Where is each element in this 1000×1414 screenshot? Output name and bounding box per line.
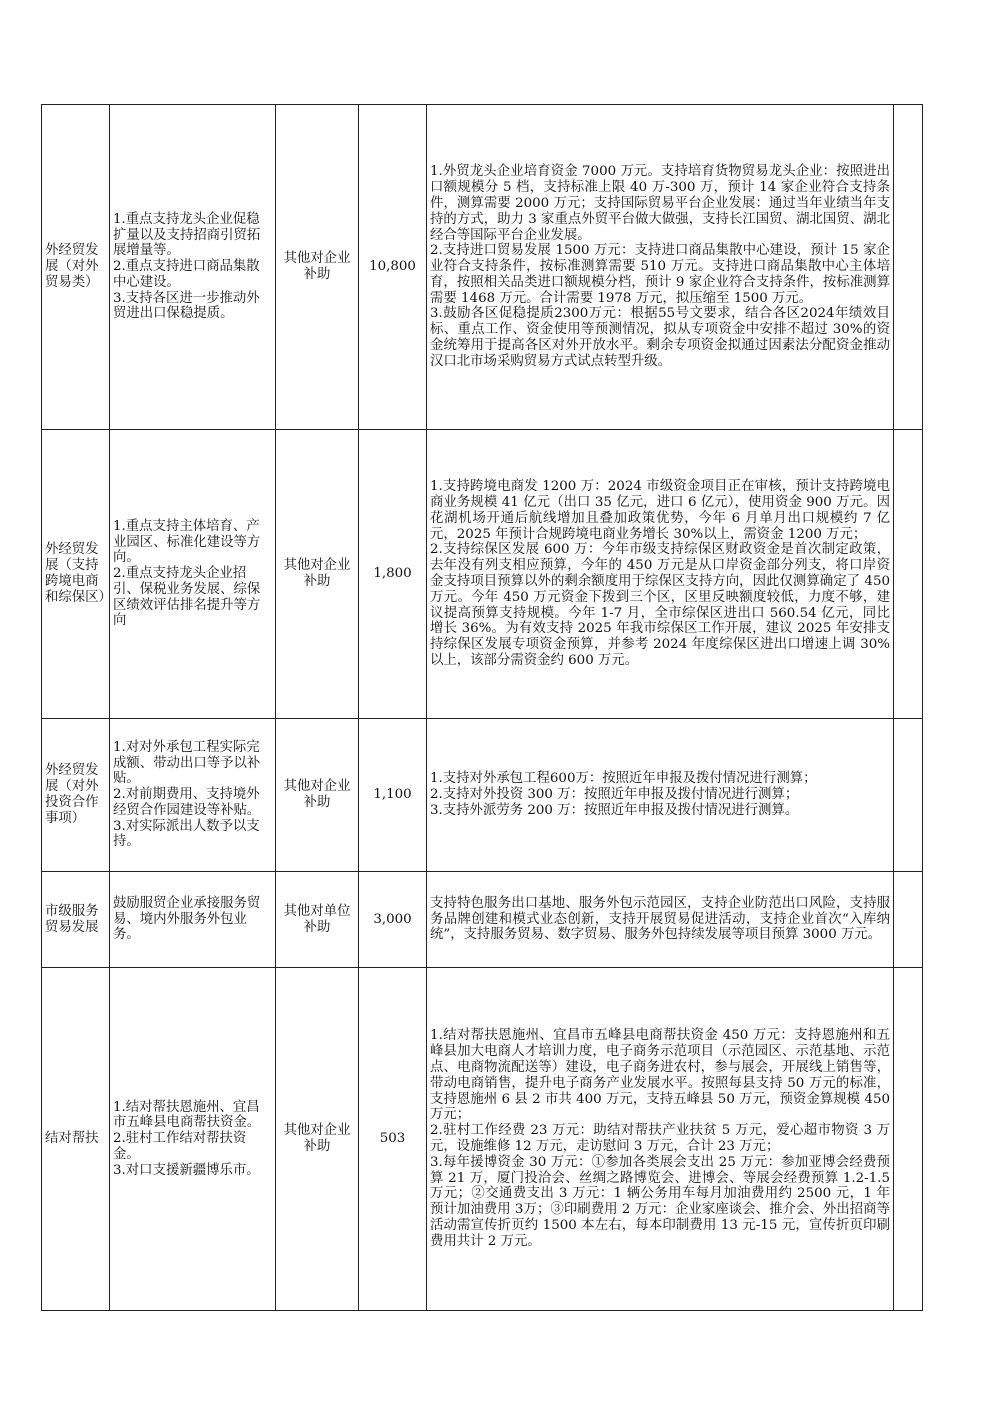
remarks-cell — [894, 719, 923, 872]
expense-type: 其他对单位补助 — [276, 872, 359, 968]
calculation-basis: 1.支持跨境电商发 1200 万：2024 市级资金项目正在审核，预计支持跨境电商业务规模 41 亿元（出口 35 亿元，进口 6 亿元），使用资金 900 万元。因花湖机场开通后航线增加且叠加政策优势，今年 6 月单月出口规模约 7 亿元，2025 年预计合规跨境电商业务增长 30%以上，需资金 1200 万元； 2.支持综保区发展 600 万：今年市级支持综保区财政资金是首次制定政策，去年没有列支相应预算，今年的 450 万元是从口岸资金部分列支，将口岸资金支持项目预算以外的剩余额度用于综保区支持方向，因此仅测算确定了 450 万元。今年 450 万元资金下拨到三个区，区里反映额度较低，力度不够，建议提高预算支持规模。今年 1-7 月，全市综保区进出口 560.54 亿元，同比增长 36%。为有效支持 2025 年我市综保区工作开展，建议 2025 年安排支持综保区发展专项资金预算，并参考 2024 年度综保区进出口增速上调 30%以上，该部分需资金约 600 万元。 — [427, 430, 894, 719]
calculation-basis: 支持特色服务出口基地、服务外包示范园区，支持企业防范出口风险，支持服务品牌创建和模式业态创新，支持开展贸易促进活动，支持企业首次“入库纳统”，支持服务贸易、数字贸易、服务外包持续发展等项目预算 3000 万元。 — [427, 872, 894, 968]
table-row — [42, 872, 923, 968]
expense-type: 其他对企业补助 — [276, 719, 359, 872]
amount: 3,000 — [359, 872, 427, 968]
amount: 1,100 — [359, 719, 427, 872]
remarks-cell — [894, 105, 923, 430]
project-description: 1.重点支持龙头企业促稳扩量以及支持招商引贸拓展增量等。 2.重点支持进口商品集散中心建设。 3.支持各区进一步推动外贸进出口保稳提质。 — [110, 105, 276, 430]
remarks-cell — [894, 430, 923, 719]
project-description: 1.对对外承包工程实际完成额、带动出口等予以补贴。 2.对前期费用、支持境外经贸合作园建设等补贴。 3.对实际派出人数予以支持。 — [110, 719, 276, 872]
table-row — [42, 430, 923, 719]
budget-table — [41, 104, 923, 1311]
remarks-cell — [894, 968, 923, 1311]
calculation-basis: 1.支持对外承包工程600万：按照近年申报及拨付情况进行测算； 2.支持对外投资 300 万：按照近年申报及拨付情况进行测算； 3.支持外派劳务 200 万：按照近年申报及拨付情况进行测算。 — [427, 719, 894, 872]
calculation-basis: 1.结对帮扶恩施州、宜昌市五峰县电商帮扶资金 450 万元：支持恩施州和五峰县加大电商人才培训力度，电子商务示范项目（示范园区、示范基地、示范点、电商物流配送等）建设，电子商务进农村，参与展会，开展线上销售等，带动电商销售，提升电子商务产业发展水平。按照每县支持 50 万元的标准，支持恩施州 6 县 2 市共 400 万元，支持五峰县 50 万元，预资金算规模 450 万元； 2.驻村工作经费 23 万元：助结对帮扶产业扶贫 5 万元，爱心超市物资 3 万元，设施维修 12 万元，走访慰问 3 万元，合计 23 万元； 3.每年援博资金 30 万元：①参加各类展会支出 25 万元：参加亚博会经费预算 21 万，厦门投洽会、丝绸之路博览会、进博会、等展会经费预算 1.2-1.5 万元；②交通费支出 3 万元：1 辆公务用车每月加油费用约 2500 元，1 年预计加油费用 3万；③印刷费用 2 万元：企业家座谈会、推介会、外出招商等活动需宣传折页约 1500 本左右，每本印制费用 13 元-15 元，宣传折页印刷费用共计 2 万元。 — [427, 968, 894, 1311]
project-description: 1.重点支持主体培育、产业园区、标准化建设等方向。 2.重点支持龙头企业招引、保税业务发展、综保区绩效评估排名提升等方向 — [110, 430, 276, 719]
amount: 1,800 — [359, 430, 427, 719]
expense-type: 其他对企业补助 — [276, 105, 359, 430]
expense-type: 其他对企业补助 — [276, 430, 359, 719]
table-row — [42, 719, 923, 872]
calculation-basis: 1.外贸龙头企业培育资金 7000 万元。支持培育货物贸易龙头企业：按照进出口额规模分 5 档，支持标准上限 40 万-300 万，预计 14 家企业符合支持条件，测算需要 2000 万元；支持国际贸易平台企业发展：通过当年业绩当年支持的方式，助力 3 家重点外贸平台做大做强，支持长江国贸、湖北国贸、湖北经合等国际平台企业发展。 2.支持进口贸易发展 1500 万元：支持进口商品集散中心建设，预计 15 家企业符合支持条件，按标准测算需要 510 万元。支持进口商品集散中心主体培育，按照相关品类进口额规模分档，预计 9 家企业符合支持条件，按标准测算需要 1468 万元。合计需要 1978 万元，拟压缩至 1500 万元。 3.鼓励各区促稳提质2300万元：根据55号文要求，结合各区2024年绩效目标、重点工作、资金使用等预测情况，拟从专项资金中安排不超过 30%的资金统筹用于提高各区对外开放水平。剩余专项资金拟通过因素法分配资金推动汉口北市场采购贸易方式试点转型升级。 — [427, 105, 894, 430]
project-name: 外经贸发展（对外贸易类） — [42, 105, 110, 430]
amount: 10,800 — [359, 105, 427, 430]
table-row — [42, 105, 923, 430]
expense-type: 其他对企业补助 — [276, 968, 359, 1311]
project-description: 鼓励服贸企业承接服务贸易、境内外服务外包业务。 — [110, 872, 276, 968]
table-row — [42, 968, 923, 1311]
project-name: 市级服务贸易发展 — [42, 872, 110, 968]
project-name: 结对帮扶 — [42, 968, 110, 1311]
project-description: 1.结对帮扶恩施州、宜昌市五峰县电商帮扶资金。 2.驻村工作结对帮扶资金。 3.对口支援新疆博乐市。 — [110, 968, 276, 1311]
project-name: 外经贸发展（支持跨境电商和综保区） — [42, 430, 110, 719]
remarks-cell — [894, 872, 923, 968]
project-name: 外经贸发展（对外投资合作事项） — [42, 719, 110, 872]
amount: 503 — [359, 968, 427, 1311]
